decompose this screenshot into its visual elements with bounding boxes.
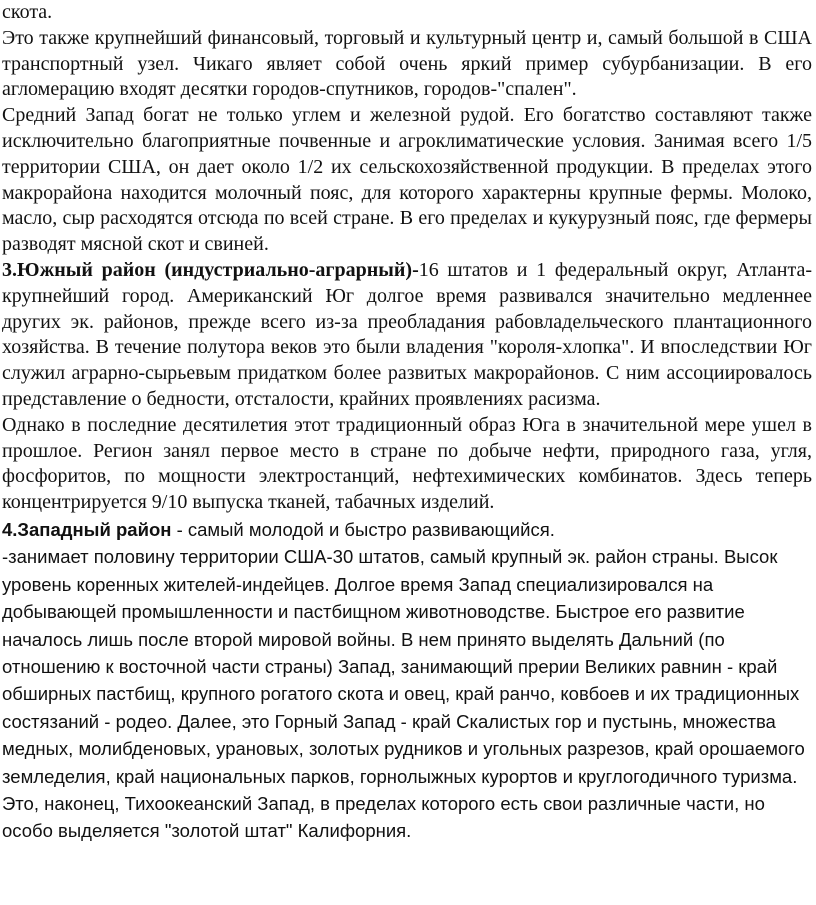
west-region-heading: 4.Западный район [2, 518, 172, 540]
south-region-heading: 3.Южный район (индустриально-аграрный)- [2, 258, 419, 281]
west-region-subtitle: - самый молодой и быстро развивающийся. [171, 518, 555, 540]
paragraph-midwest: Средний Запад богат не только углем и железной рудой. Его богатство составляют также исключительно благоприятные почвенные и агроклиматические условия. Занимая всего 1/5 территории США, он дает около 1/2 их сельскохозяйственной продукции. В пределах этого макрорайона находится молочный пояс, для которого характерны крупные фермы. Молоко, масло, сыр расходятся отсюда по всей стране. В его пределах и кукурузный пояс, где фермеры разводят мясной скот и свиней. [2, 104, 812, 256]
paragraph-chicago: Это также крупнейший финансовый, торговый и культурный центр и, самый большой в США транспортный узел. Чикаго являет собой очень яркий пример субурбанизации. В его агломерацию входят десятки городов-спутников, городов-"спален". [2, 26, 812, 101]
south-region-text: 16 штатов и 1 федеральный округ, Атланта-крупнейший город. Американский Юг долгое время развивался значительно медленнее других эк. районов, прежде всего из-за преобладания рабовладельческого плантационного хозяйства. В течение полутора веков это были владения "короля-хлопка". И впоследствии Юг служил аграрно-сырьевым придатком более развитых макрорайонов. С ним ассоциировалось представление о бедности, отсталости, крайних проявлениях расизма. [2, 258, 812, 410]
paragraph-south-modern: Однако в последние десятилетия этот традиционный образ Юга в значительной мере ушел в прошлое. Регион занял первое место в стране по добыче нефти, природного газа, угля, фосфоритов, по мощности электростанций, нефтехимических комбинатов. Здесь теперь концентрируется 9/10 выпуска тканей, табачных изделий. [2, 413, 812, 514]
paragraph-west-heading [2, 516, 812, 543]
paragraph-west: -занимает половину территории США-30 штатов, самый крупный эк. район страны. Высок уровень коренных жителей-индейцев. Долгое время Запад специализировался на добывающей промышленности и пастбищном животноводстве. Быстрое его развитие началось лишь после второй мировой войны. В нем принято выделять Дальний (по отношению к восточной части страны) Запад, занимающий прерии Великих равнин - край обширных пастбищ, крупного рогатого скота и овец, край ранчо, ковбоев и их традиционных состязаний - родео. Далее, это Горный Запад - край Скалистых гор и пустынь, множества медных, молибденовых, урановых, золотых рудников и угольных разрезов, край орошаемого земледелия, край национальных парков, горнолыжных курортов и круглогодичного туризма. Это, наконец, Тихоокеанский Запад, в пределах которого есть свои различные части, но особо выделяется "золотой штат" Калифорния. [2, 546, 805, 842]
paragraph-intro-fragment: скота. [2, 1, 53, 23]
paragraph-south [2, 258, 812, 413]
